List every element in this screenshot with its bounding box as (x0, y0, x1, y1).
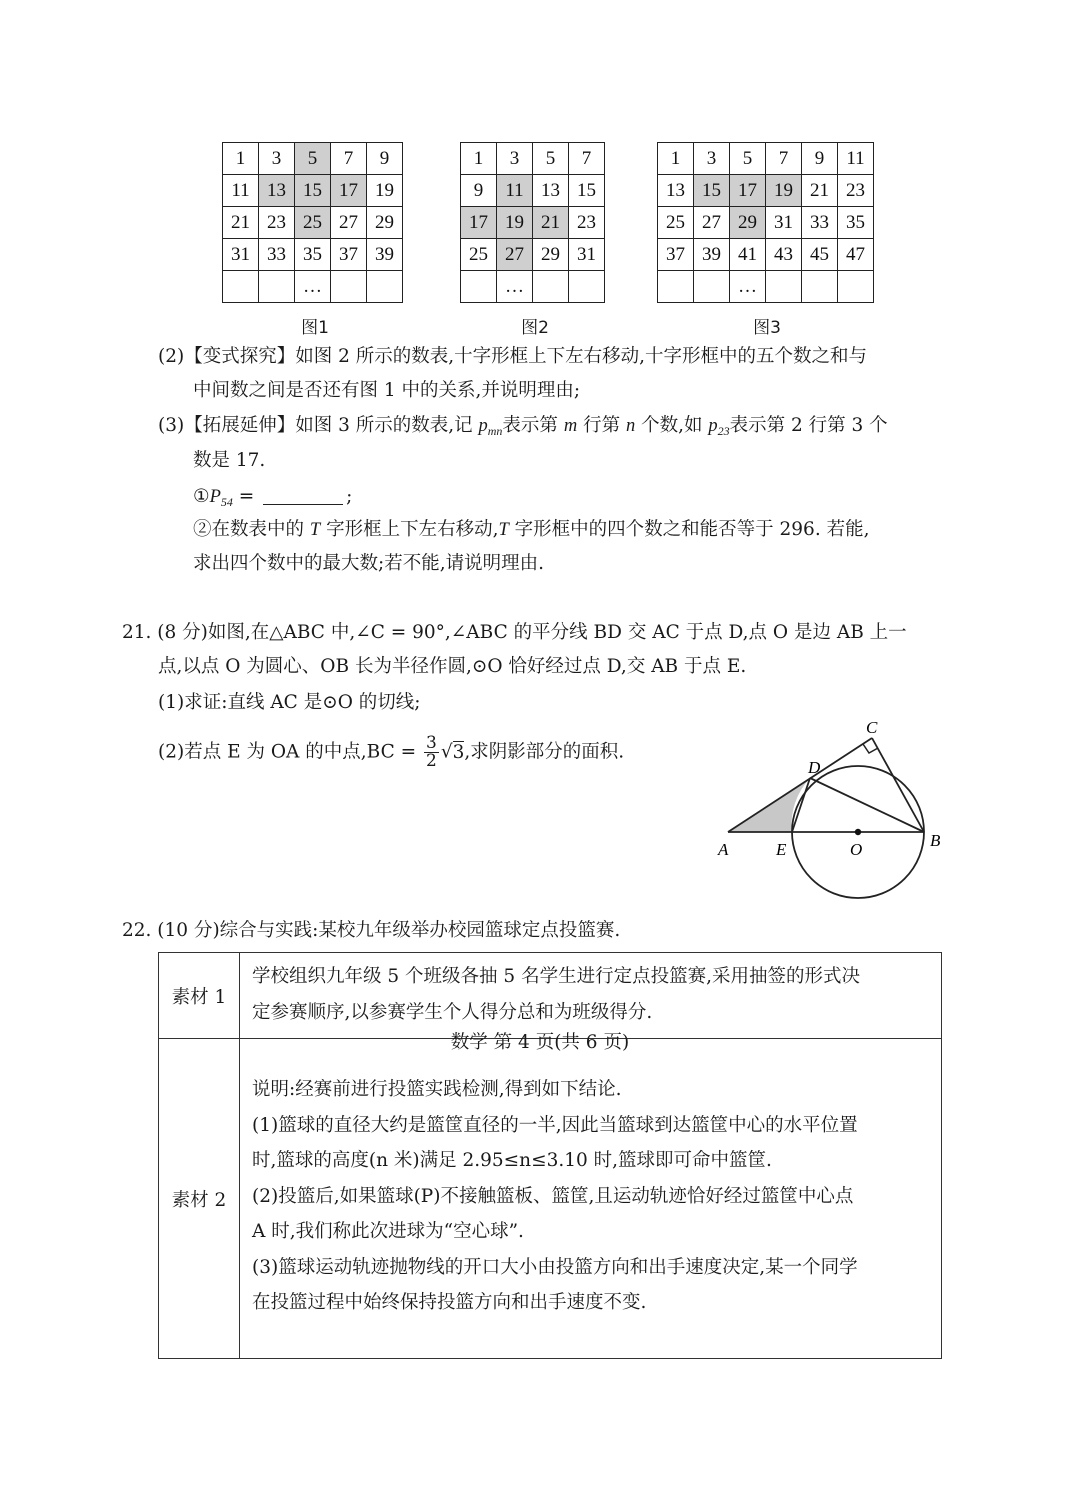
grid-row (658, 239, 874, 271)
grid-cell: 19 (766, 175, 802, 207)
grid-cell: … (295, 271, 331, 303)
q21-part1: (1)求证:直线 AC 是⊙O 的切线; (158, 692, 421, 713)
grid-row (658, 143, 874, 175)
material1-label: 素材 1 (159, 953, 240, 1039)
grid-cell: 11 (497, 175, 533, 207)
grid-cell: … (497, 271, 533, 303)
grid-cell: 3 (259, 143, 295, 175)
grid-cell: 7 (569, 143, 605, 175)
grid-cell: 27 (497, 239, 533, 271)
grid-cell: 25 (461, 239, 497, 271)
segment-CB (872, 738, 924, 832)
q20-part3-line2: 数是 17. (193, 450, 266, 471)
grid-cell: 31 (569, 239, 605, 271)
segment-BD (810, 778, 924, 832)
grid-cell (367, 271, 403, 303)
grid-row (223, 207, 403, 239)
grid-cell: 17 (461, 207, 497, 239)
grid-cell: 29 (533, 239, 569, 271)
grid-cell: 29 (367, 207, 403, 239)
material2-label: 素材 2 (159, 1039, 240, 1359)
figure3-number-table (657, 142, 874, 303)
grid-cell: 9 (367, 143, 403, 175)
grid-cell: 21 (223, 207, 259, 239)
grid-cell: 31 (766, 207, 802, 239)
grid-row (658, 271, 874, 303)
grid-cell (802, 271, 838, 303)
grid-cell (569, 271, 605, 303)
q21-line2: 点,以点 O 为圆心、OB 长为半径作圆,⊙O 恰好经过点 D,交 AB 于点 E. (158, 656, 747, 677)
grid-row (461, 271, 605, 303)
grid-cell (331, 271, 367, 303)
grid-cell: 7 (331, 143, 367, 175)
label-C: C (866, 718, 878, 737)
grid-cell: 23 (838, 175, 874, 207)
grid-cell: 35 (295, 239, 331, 271)
q21-part2: (2)若点 E 为 OA 的中点,BC = $\frac{3}{2}$ √3,求阴影部分的面积. (158, 733, 625, 771)
grid-row (658, 175, 874, 207)
grid-cell: 1 (223, 143, 259, 175)
fraction: $\frac{3}{2}$ (426, 733, 437, 771)
grid-cell: 15 (569, 175, 605, 207)
grid-row (223, 239, 403, 271)
grid-cell: 47 (838, 239, 874, 271)
grid-cell: 13 (658, 175, 694, 207)
grid-cell: 25 (295, 207, 331, 239)
page-footer: 数学 第 4 页(共 6 页) (450, 1032, 630, 1053)
grid-cell (658, 271, 694, 303)
grid-cell (838, 271, 874, 303)
grid-cell (766, 271, 802, 303)
grid-cell: 3 (694, 143, 730, 175)
grid-cell: 9 (461, 175, 497, 207)
grid-cell: 37 (658, 239, 694, 271)
label-A: A (718, 840, 729, 859)
grid-cell: 5 (730, 143, 766, 175)
q20-part2-line2: 中间数之间是否还有图 1 中的关系,并说明理由; (193, 380, 581, 401)
grid-cell: 23 (259, 207, 295, 239)
grid-cell: 39 (694, 239, 730, 271)
grid-row (461, 239, 605, 271)
q21-line1: 21. (8 分)如图,在△ABC 中,∠C = 90°,∠ABC 的平分线 BD 交 AC 于点 D,点 O 是边 AB 上一 (122, 622, 907, 643)
grid-cell: 3 (497, 143, 533, 175)
grid-cell: 43 (766, 239, 802, 271)
grid-cell (533, 271, 569, 303)
grid-cell: 21 (802, 175, 838, 207)
grid-row (223, 175, 403, 207)
label-O: O (850, 840, 863, 859)
grid-row (223, 143, 403, 175)
figure2-number-table (460, 142, 605, 303)
grid-cell: 33 (259, 239, 295, 271)
material1-content: 学校组织九年级 5 个班级各抽 5 名学生进行定点投篮赛,采用抽签的形式决 定参赛顺序,以参赛学生个人得分总和为班级得分. (240, 953, 942, 1039)
grid-cell: 11 (838, 143, 874, 175)
grid-cell: 17 (331, 175, 367, 207)
grid-cell: 41 (730, 239, 766, 271)
label-D: D (808, 758, 821, 777)
q22-intro: 22. (10 分)综合与实践:某校九年级举办校园篮球定点投篮赛. (122, 920, 621, 941)
grid-cell: 27 (694, 207, 730, 239)
grid-cell: 19 (497, 207, 533, 239)
grid-cell: 1 (658, 143, 694, 175)
grid-row (658, 207, 874, 239)
label-B: B (930, 831, 941, 850)
grid-cell: 21 (533, 207, 569, 239)
grid-cell (694, 271, 730, 303)
grid-cell (223, 271, 259, 303)
materials-table (158, 952, 942, 1359)
grid-cell: 25 (658, 207, 694, 239)
grid-cell: 15 (295, 175, 331, 207)
grid-cell: 7 (766, 143, 802, 175)
grid-cell: 37 (331, 239, 367, 271)
figure1-number-table (222, 142, 403, 303)
grid-cell: 11 (223, 175, 259, 207)
figure3-caption: 图3 (753, 318, 781, 338)
grid-cell: 29 (730, 207, 766, 239)
grid-cell: 39 (367, 239, 403, 271)
grid-cell: 19 (367, 175, 403, 207)
grid-cell (259, 271, 295, 303)
geometry-figure (700, 715, 960, 905)
figure2-caption: 图2 (521, 318, 549, 338)
answer-blank[interactable] (263, 486, 343, 505)
grid-cell: 13 (533, 175, 569, 207)
grid-cell: 9 (802, 143, 838, 175)
label-E: E (776, 840, 787, 859)
grid-cell: 45 (802, 239, 838, 271)
grid-cell: 35 (838, 207, 874, 239)
grid-cell: … (730, 271, 766, 303)
center-point-O (855, 829, 861, 835)
grid-cell: 5 (533, 143, 569, 175)
grid-cell: 31 (223, 239, 259, 271)
q20-sub2-line1: ②在数表中的 T 字形框上下左右移动,T 字形框中的四个数之和能否等于 296. 若能, (193, 519, 870, 540)
segment-AC (728, 738, 872, 832)
grid-cell: 13 (259, 175, 295, 207)
q20-part2-line1: (2)【变式探究】如图 2 所示的数表,十字形框上下左右移动,十字形框中的五个数之和与 (158, 346, 868, 367)
material2-content: 说明:经赛前进行投篮实践检测,得到如下结论. (1)篮球的直径大约是篮筐直径的一半,因此当篮球到达篮筐中心的水平位置 时,篮球的高度(n 米)满足 2.95≤n≤3.10 时,篮球即可命中篮筐. (2)投篮后,如果篮球(P)不接触篮板、篮筐,且运动轨迹恰好经过篮筐中心点 A 时,我们称此次进球为“空心球”. (3)篮球运动轨迹抛物线的开口大小由投篮方向和出手速度决定,某一个同学 在投篮过程中始终保持投篮方向和出手速度不变. (240, 1039, 942, 1359)
grid-cell: 1 (461, 143, 497, 175)
grid-cell: 23 (569, 207, 605, 239)
figure1-caption: 图1 (301, 318, 329, 338)
grid-cell: 27 (331, 207, 367, 239)
q20-sub2-line2: 求出四个数中的最大数;若不能,请说明理由. (193, 553, 544, 574)
grid-cell: 17 (730, 175, 766, 207)
grid-cell: 5 (295, 143, 331, 175)
q20-sub1: $①P_{54}$ = ; (193, 486, 353, 509)
grid-row (223, 271, 403, 303)
grid-cell: 33 (802, 207, 838, 239)
grid-cell: 15 (694, 175, 730, 207)
q20-part3-line1: (3)【拓展延伸】如图 3 所示的数表,记 $p_{mn}$表示第 m 行第 n 个数,如 $p_{23}$表示第 2 行第 3 个 (158, 415, 888, 438)
grid-row (461, 175, 605, 207)
grid-row (461, 207, 605, 239)
grid-cell (461, 271, 497, 303)
grid-row (461, 143, 605, 175)
